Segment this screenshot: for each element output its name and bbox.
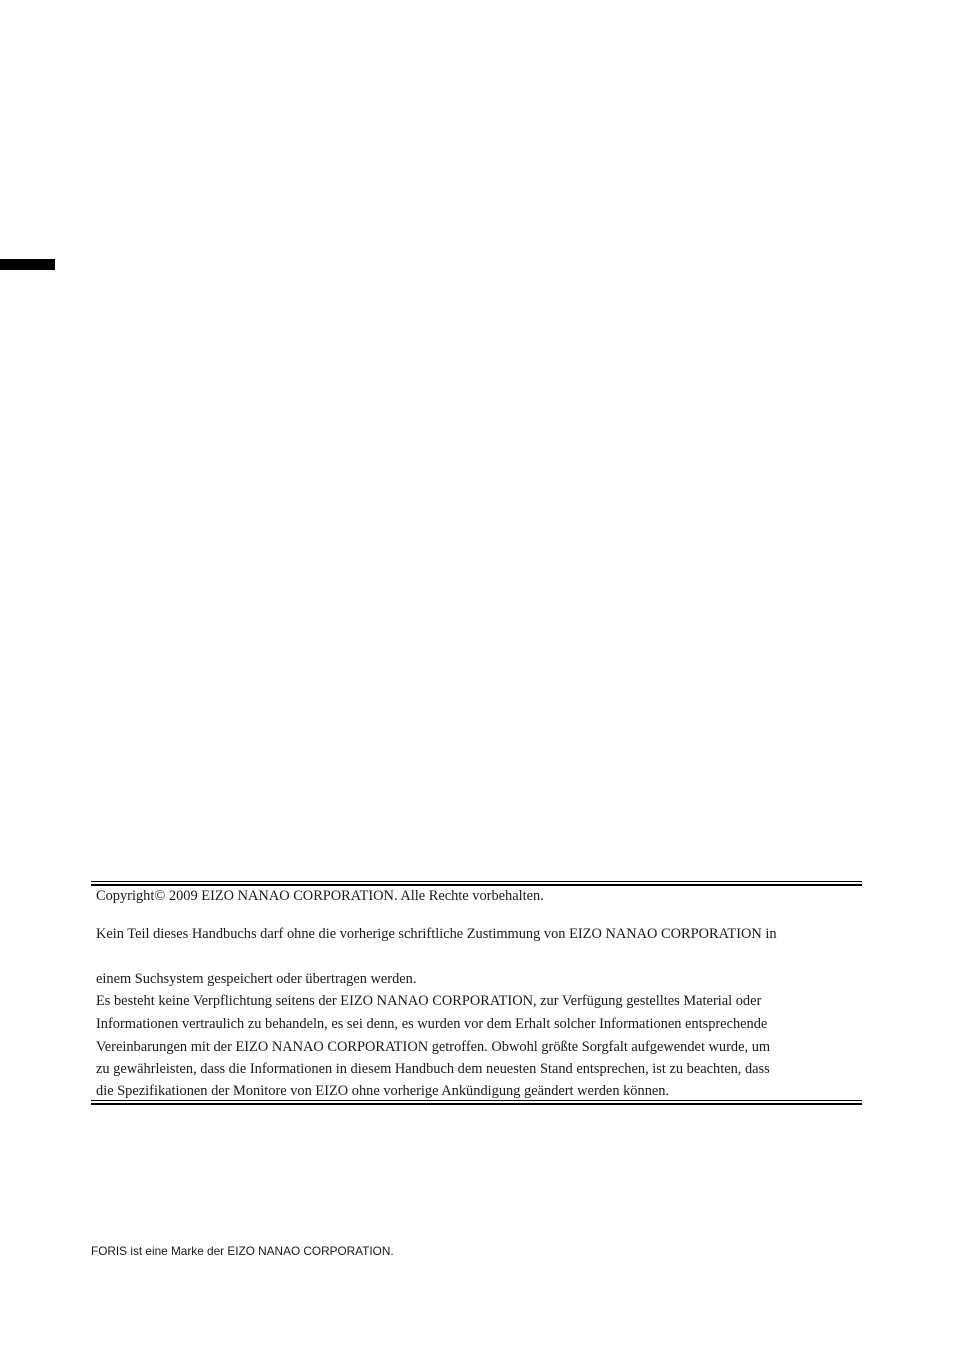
bottom-divider	[91, 1100, 862, 1105]
copyright-notice	[91, 881, 862, 1105]
disclaimer-line: Es besteht keine Verpflichtung seitens der EIZO NANAO CORPORATION, zur Verfügung gestelltes Material oder	[96, 993, 762, 1009]
disclaimer-line: zu gewährleisten, dass die Informationen in diesem Handbuch dem neuesten Stand entsprechen, ist zu beachten, dass	[96, 1061, 770, 1077]
copyright-line: Copyright© 2009 EIZO NANAO CORPORATION. Alle Rechte vorbehalten.	[96, 888, 544, 904]
disclaimer-line: Vereinbarungen mit der EIZO NANAO CORPORATION getroffen. Obwohl größte Sorgfalt aufgewendet wurde, um	[96, 1039, 771, 1055]
disclaimer-line: Informationen vertraulich zu behandeln, es sei denn, es wurden vor dem Erhalt solcher Informationen entsprechende	[96, 1016, 768, 1032]
side-tab-marker	[0, 259, 55, 270]
copyright-paragraph-line: Kein Teil dieses Handbuchs darf ohne die vorherige schriftliche Zustimmung von EIZO NANAO CORPORATION in	[96, 926, 777, 942]
copyright-paragraph-line: einem Suchsystem gespeichert oder übertragen werden.	[96, 971, 417, 987]
disclaimer-line: die Spezifikationen der Monitore von EIZO ohne vorherige Ankündigung geändert werden können.	[96, 1083, 670, 1099]
trademark-notice: FORIS ist eine Marke der EIZO NANAO CORPORATION.	[91, 1244, 394, 1258]
top-divider	[91, 881, 862, 886]
